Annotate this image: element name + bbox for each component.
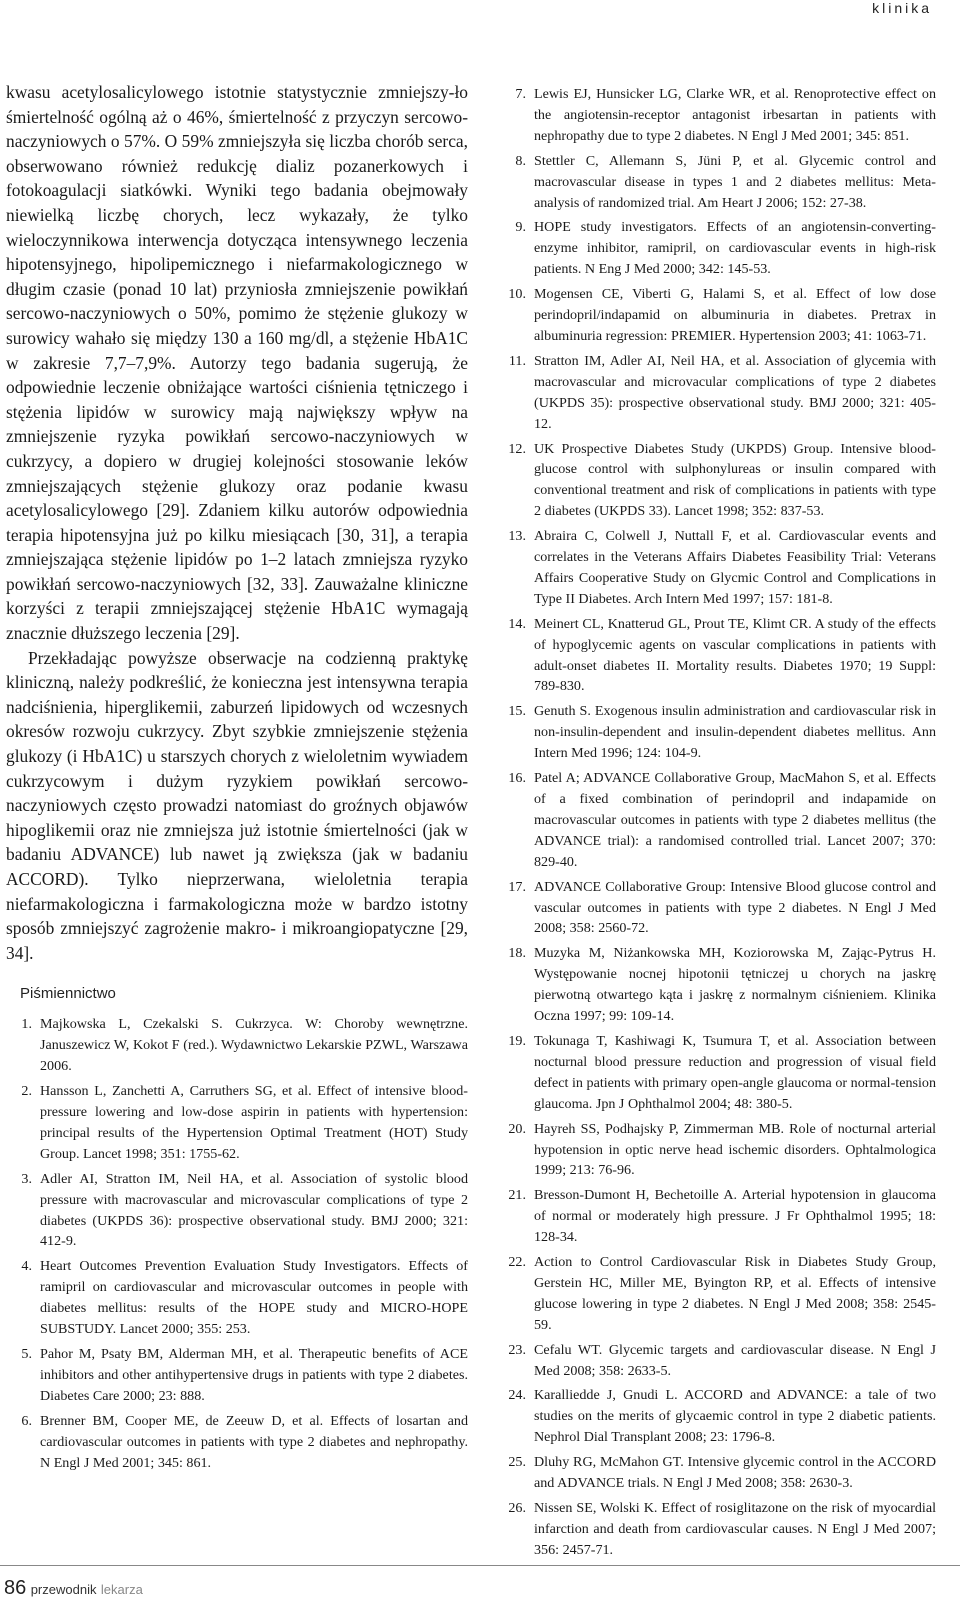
reference-item (498, 151, 936, 214)
reference-item (498, 1452, 936, 1494)
reference-item (498, 943, 936, 1027)
reference-number: 16. (508, 770, 526, 787)
page-number: 86 (4, 1577, 27, 1599)
reference-number: 17. (508, 878, 526, 895)
reference-text: Patel A; ADVANCE Collaborative Group, MacMahon S, et al. Effects of a fixed combination of perindopril and indapamide on macrovascular outcomes in patients with type 2 diabetes mellitus (the ADVANCE trial): a randomised controlled trial. Lancet 2007; 370: 829-40. (534, 770, 936, 870)
reference-text: Nissen SE, Wolski K. Effect of rosiglitazone on the risk of myocardial infarction and death from cardiovascular causes. N Engl J Med 2007; 356: 2457-71. (534, 1500, 936, 1558)
reference-text: Meinert CL, Knatterud GL, Prout TE, Klimt CR. A study of the effects of hypoglycemic agents on vascular complications in patients with adult-onset diabetes II. Mortality results. Diabetes 1970; 19 Suppl: 789-830. (534, 615, 936, 695)
reference-text: HOPE study investigators. Effects of an angiotensin-converting-enzyme inhibitor, ramipril, on cardiovascular events in high-risk patients. N Eng J Med 2000; 342: 145-53. (534, 219, 936, 278)
reference-number: 23. (508, 1341, 526, 1358)
reference-text: Lewis EJ, Hunsicker LG, Clarke WR, et al. Renoprotective effect on the angiotensin-receptor antagonist irbesartan in patients with nephropathy due to type 2 diabetes. N Engl J Med 2001; 345: 851. (534, 86, 936, 144)
reference-text: Karalliedde J, Gnudi L. ACCORD and ADVANCE: a tale of two studies on the merits of glycaemic control in type 2 diabetic patients. Nephrol Dial Transplant 2008; 23: 1796-8. (534, 1387, 936, 1446)
reference-text: Mogensen CE, Viberti G, Halami S, et al. Effect of low dose perindopril/indapamid on albuminuria in diabetes. Pretrax in albuminuria regression: PREMIER. Hypertension 2003; 41: 1063-71. (534, 286, 936, 344)
reference-text: Bresson-Dumont H, Bechetoille A. Arterial hypotension in glaucoma of normal or moderately high pressure. J Fr Ophthalmol 1995; 18: 128-34. (534, 1187, 936, 1246)
reference-number: 11. (508, 352, 526, 369)
reference-item (498, 768, 936, 873)
reference-text: Hayreh SS, Podhajsky P, Zimmerman MB. Role of nocturnal arterial hypotension in optic nerve head ischemic disorders. Ophtalmologica 1999; 213: 76-96. (534, 1120, 936, 1179)
reference-item (498, 1385, 936, 1448)
reference-item (498, 526, 936, 610)
reference-text: Stratton IM, Adler AI, Neil HA, et al. Association of glycemia with macrovascular and microvacular complications of type 2 diabetes (UKPDS 35): prospective observational study. BMJ 2000; 321: 405-12. (534, 352, 936, 432)
journal-name: przewodnik (30, 1582, 97, 1597)
reference-item (498, 1031, 936, 1115)
footer-label (4, 1577, 143, 1600)
reference-item (6, 1081, 468, 1165)
body-paragraph-2: Przekładając powyższe obserwacje na codzienną praktykę kliniczną, należy podkreślić, że konieczna jest intensywna terapia nadciśnienia, hiperglikemii, zaburzeń lipidowych od wczesnych okresów rozwoju cukrzycy. Zbyt szybkie zmniejszenie stężenia glukozy (i HbA1C) u starszych chorych z wieloletnim wywiadem cukrzycowym i dużym ryzykiem powikłań sercowo-naczyniowych często prowadzi natomiast do groźnych objawów hipoglikemii oraz nie zmniejsza już istotnie śmiertelności (jak w badaniu ADVANCE) lub nawet ją zwiększa (jak w badaniu ACCORD). Tylko nieprzerwana, wieloletnia terapia niefarmakologiczna i farmakologiczna może w bardzo istotny sposób zmniejszyć zagrożenie makro- i mikroangiopatyczne [29, 34]. (6, 647, 468, 963)
reference-number: 3. (21, 1170, 32, 1187)
reference-item (498, 701, 936, 764)
reference-text: Hansson L, Zanchetti A, Carruthers SG, et al. Effect of intensive blood-pressure lowering and low-dose aspirin in patients with hypertension: principal results of the Hypertension Optimal Treatment (HOT) Study Group. Lancet 1998; 351: 1755-62. (40, 1083, 468, 1162)
reference-text: Heart Outcomes Prevention Evaluation Study Investigators. Effects of ramipril on cardiovascular and microvascular outcomes in people with diabetes mellitus: results of the HOPE study and MICRO-HOPE SUBSTUDY. Lancet 2000; 355: 253. (40, 1258, 468, 1338)
reference-number: 14. (508, 615, 526, 632)
reference-number: 25. (508, 1454, 526, 1471)
reference-item (498, 284, 936, 347)
reference-item (498, 1252, 936, 1336)
reference-item (498, 877, 936, 940)
right-column (498, 84, 936, 1565)
reference-item (498, 1340, 936, 1382)
reference-number: 6. (21, 1412, 32, 1429)
reference-number: 20. (508, 1120, 526, 1137)
reference-text: Cefalu WT. Glycemic targets and cardiovascular disease. N Engl J Med 2008; 358: 2633-5. (534, 1341, 936, 1379)
reference-item (498, 351, 936, 435)
reference-number: 26. (508, 1500, 526, 1516)
left-column (6, 80, 468, 1477)
reference-number: 12. (508, 440, 526, 457)
reference-number: 9. (515, 219, 526, 236)
journal-name-suffix: lekarza (100, 1582, 143, 1597)
reference-text: Action to Control Cardiovascular Risk in Diabetes Study Group, Gerstein HC, Miller ME, Byington RP, et al. Effects of intensive glucose lowering in type 2 diabetes. N Engl J Med 2008; 358: 2545-59. (534, 1254, 936, 1333)
references-list-right (498, 84, 936, 1561)
reference-text: ADVANCE Collaborative Group: Intensive Blood glucose control and vascular outcomes in patients with type 2 diabetes. N Engl J Med 2008; 358: 2560-72. (534, 878, 936, 937)
reference-number: 19. (508, 1032, 526, 1049)
page-footer (0, 1565, 960, 1610)
reference-number: 10. (508, 286, 526, 303)
reference-item (498, 217, 936, 280)
reference-number: 1. (21, 1016, 32, 1033)
reference-item (498, 1498, 936, 1561)
reference-number: 13. (508, 528, 526, 545)
reference-text: Stettler C, Allemann S, Jüni P, et al. Glycemic control and macrovascular disease in types 1 and 2 diabetes mellitus: Meta-analysis of randomized trial. Am Heart J 2006; 152: 27-38. (534, 152, 936, 211)
reference-item (6, 1256, 468, 1340)
reference-text: Dluhy RG, McMahon GT. Intensive glycemic control in the ACCORD and ADVANCE trials. N Engl J Med 2008; 358: 2630-3. (534, 1454, 936, 1492)
reference-number: 2. (21, 1083, 32, 1100)
reference-text: Tokunaga T, Kashiwagi K, Tsumura T, et al. Association between nocturnal blood pressure reduction and progression of visual field defect in patients with primary open-angle glaucoma or normal-tension glaucoma. Jpn J Ophthalmol 2004; 48: 380-5. (534, 1032, 936, 1112)
references-title: Piśmiennictwo (20, 985, 116, 1003)
reference-item (498, 84, 936, 147)
reference-text: Adler AI, Stratton IM, Neil HA, et al. Association of systolic blood pressure with macrovascular and microvascular complications of type 2 diabetes (UKPDS 36): prospective observational study. BMJ 2000; 321: 412-9. (40, 1170, 468, 1250)
reference-text: Brenner BM, Cooper ME, de Zeeuw D, et al. Effects of losartan and cardiovascular outcomes in patients with type 2 diabetes and nephropathy. N Engl J Med 2001; 345: 861. (40, 1412, 468, 1471)
reference-text: Majkowska L, Czekalski S. Cukrzyca. W: Choroby wewnętrzne. Januszewicz W, Kokot F (red.). Wydawnictwo Lekarskie PZWL, Warszawa 2006. (40, 1016, 468, 1075)
references-list-left (6, 1014, 468, 1473)
reference-text: UK Prospective Diabetes Study (UKPDS) Group. Intensive blood-glucose control with sulphonylureas or insulin compared with conventional treatment and risk of complications in patients with type 2 diabetes (UKPDS 33). Lancet 1998; 352: 837-53. (534, 440, 936, 520)
reference-item (6, 1014, 468, 1077)
reference-number: 22. (508, 1254, 526, 1271)
reference-item (498, 614, 936, 698)
reference-item (6, 1411, 468, 1474)
reference-item (498, 1185, 936, 1248)
reference-number: 15. (508, 703, 526, 720)
body-paragraph-1: kwasu acetylosalicylowego istotnie statystycznie zmniejszy-ło śmiertelność ogólną aż o 46%, śmiertelność z przyczyn sercowo-naczyniowych o 57%. O 59% zmniejszyła się liczba chorób serca, obserwowano również redukcję dializ pozanerkowych i fotokoagulacji siatkówki. Wyniki tego badania obejmowały niewielką liczbę chorych, lecz wykazały, że tylko wieloczynnikowa interwencja dotycząca intensywnego leczenia hipotensyjnego, hipolipemicznego i niefarmakologicznego w długim czasie (ponad 10 lat) przyniosła zmniejszenie powikłań sercowo-naczyniowych o 50%, pomimo że stężenie glukozy w surowicy wahało się między 130 a 160 mg/dl, a stężenie HbA1C w zakresie 7,7–7,9%. Autorzy tego badania sugerują, że odpowiednie leczenie obniżające wartości ciśnienia tętniczego i stężenia lipidów w surowicy mają największy wpływ na zmniejszenie ryzyka powikłań sercowo-naczyniowych w cukrzycy, a dopiero w drugiej kolejności stosowanie leków zmniejszających stężenie glukozy oraz podanie kwasu acetylosalicylowego [29]. Zdaniem kilku autorów odpowiednia terapia hipotensyjna już po kilku miesiącach [30, 31], a terapia zmniejszająca stężenie lipidów po 1–2 latach zmniejsza ryzyko powikłań sercowo-naczyniowych [32, 33]. Zauważalne kliniczne korzyści z terapii zmniejszającej stężenie HbA1C wymagają znacznie dłuższego leczenia [29]. (6, 82, 468, 644)
reference-number: 18. (508, 945, 526, 962)
reference-item (6, 1344, 468, 1407)
reference-number: 24. (508, 1387, 526, 1404)
reference-item (498, 1119, 936, 1182)
reference-number: 4. (21, 1258, 32, 1275)
section-header: klinika (872, 0, 932, 16)
reference-number: 21. (508, 1187, 526, 1204)
reference-number: 7. (515, 86, 526, 102)
reference-text: Pahor M, Psaty BM, Alderman MH, et al. Therapeutic benefits of ACE inhibitors and other antihypertensive drugs in patients with type 2 diabetes. Diabetes Care 2000; 23: 888. (40, 1345, 468, 1404)
reference-text: Muzyka M, Niżankowska MH, Koziorowska M, Zając-Pytrus H. Występowanie nocnej hipotonii tętniczej u chorych na jaskrę pierwotną otwartego kąta i jaskrę z normalnym ciśnieniem. Klinika Oczna 1997; 99: 109-14. (534, 945, 936, 1025)
reference-item (6, 1169, 468, 1253)
reference-text: Abraira C, Colwell J, Nuttall F, et al. Cardiovascular events and correlates in the Veterans Affairs Diabetes Feasibility Trial: Veterans Affairs Cooperative Study on Glycmic Control and Complications in Type II Diabetes. Arch Intern Med 1997; 157: 181-8. (534, 528, 936, 607)
reference-text: Genuth S. Exogenous insulin administration and cardiovascular risk in non-insulin-dependent and insulin-dependent diabetes mellitus. Ann Intern Med 1996; 124: 104-9. (534, 703, 936, 762)
reference-item (498, 439, 936, 523)
reference-number: 5. (21, 1345, 32, 1362)
reference-number: 8. (515, 152, 526, 169)
